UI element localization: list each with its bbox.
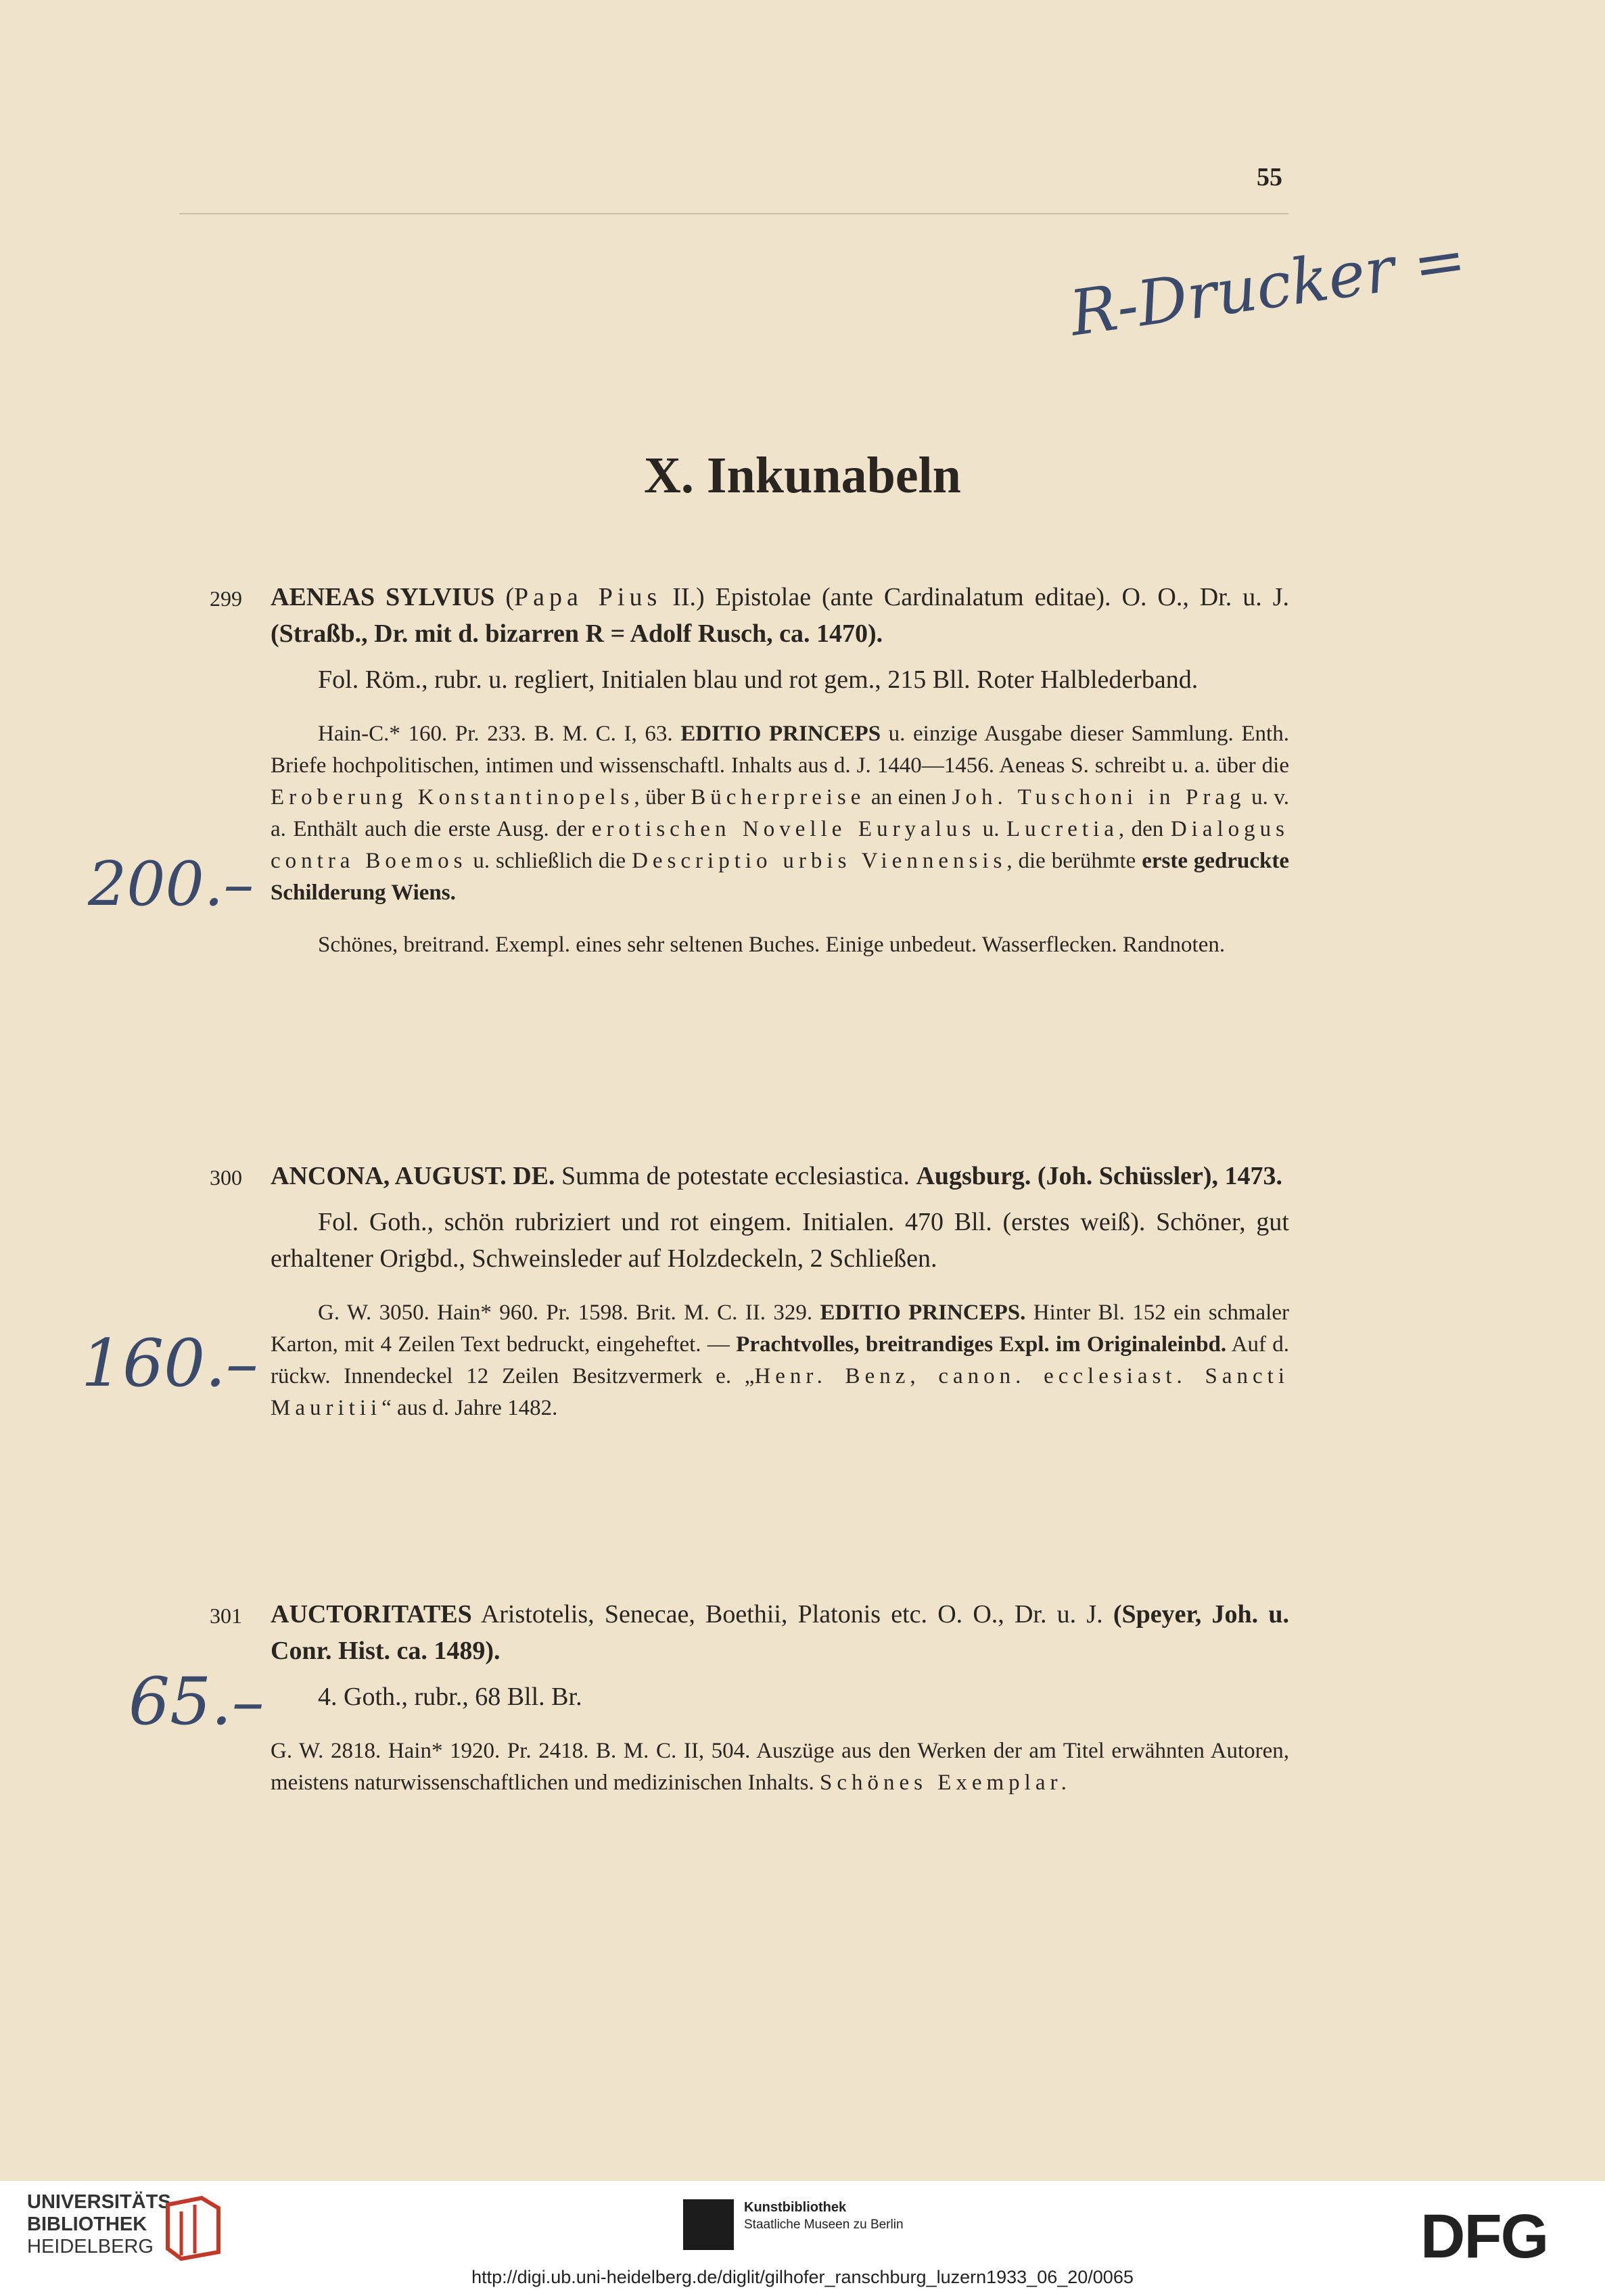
section-title: X. Inkunabeln: [644, 447, 961, 504]
dfg-logo[interactable]: DFG: [1420, 2202, 1548, 2271]
entry-note: Hain-C.* 160. Pr. 233. B. M. C. I, 63. EDITIO PRINCEPS u. einzige Ausgabe dieser Sammlung. Enth. Briefe hochpolitischen, intimen und wissenschaftl. Inhalts aus d. J. 1440—1456. Aeneas S. schreibt u. a. über die Eroberung Konstantinopels, über Bücherpreise an einen Joh. Tuschoni in Prag u. v. a. Enthält auch die erste Ausg. der erotischen Novelle Euryalus u. Lucretia, den Dialogus contra Boemos u. schließlich die Descriptio urbis Viennensis, die berühmte erste gedruckte Schilderung Wiens.: [271, 722, 1290, 905]
kunstbibliothek-text[interactable]: Kunstbibliothek Staatliche Museen zu Berlin: [744, 2200, 904, 2232]
catalog-entry-300: [210, 1158, 1290, 1424]
entry-description: Fol. Goth., schön rubriziert und rot eingem. Initialen. 470 Bll. (erstes weiß). Schöner, gut erhaltener Origbd., Schweinsleder auf Holzdeckeln, 2 Schließen.: [271, 1208, 1289, 1273]
handwritten-price-301: 65.–: [129, 1664, 264, 1739]
header-rule: [179, 213, 1288, 214]
kunstbibliothek-logo-icon: [683, 2199, 734, 2250]
handwritten-price-299: 200.–: [88, 849, 254, 920]
entry-heading: AUCTORITATES Aristotelis, Senecae, Boethii, Platonis etc. O. O., Dr. u. J. (Speyer, Joh. u. Conr. Hist. ca. 1489).: [271, 1600, 1289, 1665]
entry-number: 301: [210, 1603, 242, 1628]
entry-description: 4. Goth., rubr., 68 Bll. Br.: [318, 1683, 582, 1711]
source-url-link[interactable]: http://digi.ub.uni-heidelberg.de/diglit/gilhofer_ranschburg_luzern1933_06_20/0065: [471, 2267, 1134, 2287]
entry-condition: Schönes, breitrand. Exempl. eines sehr seltenen Buches. Einige unbedeut. Wasserflecken. Randnoten.: [318, 933, 1226, 957]
entry-heading: AENEAS SYLVIUS (Papa Pius II.) Epistolae (ante Cardinalatum editae). O. O., Dr. u. J. (Straßb., Dr. mit d. bizarren R = Adolf Rusch, ca. 1470).: [271, 583, 1289, 648]
entry-description: Fol. Röm., rubr. u. regliert, Initialen blau und rot gem., 215 Bll. Roter Halblederband.: [318, 665, 1199, 694]
handwritten-note-r-drucker: R-Drucker =: [1065, 222, 1470, 350]
catalog-entry-299: [210, 579, 1290, 961]
heidelberg-emblem-icon: [161, 2191, 225, 2262]
handwritten-price-300: 160.–: [81, 1326, 258, 1401]
entry-number: 300: [210, 1165, 242, 1190]
entry-heading: ANCONA, AUGUST. DE. Summa de potestate ecclesiastica. Augsburg. (Joh. Schüssler), 1473.: [271, 1162, 1283, 1190]
page-number: 55: [1257, 163, 1282, 191]
catalog-entry-301: [210, 1596, 1289, 1799]
entry-note: G. W. 3050. Hain* 960. Pr. 1598. Brit. M. C. II. 329. EDITIO PRINCEPS. Hinter Bl. 152 ein schmaler Karton, mit 4 Zeilen Text bedruckt, eingeheftet. — Prachtvolles, breitrandiges Expl. im Originaleinbd. Auf d. rückw. Innendeckel 12 Zeilen Besitzvermerk e. „Henr. Benz, canon. ecclesiast. Sancti Mauritii“ aus d. Jahre 1482.: [271, 1301, 1290, 1420]
entry-note: G. W. 2818. Hain* 1920. Pr. 2418. B. M. C. II, 504. Auszüge aus den Werken der am Titel erwähnten Autoren, meistens naturwissenschaftlichen und medizinischen Inhalts. Schönes Exemplar.: [271, 1739, 1289, 1795]
entry-number: 299: [210, 586, 242, 611]
heidelberg-library-logo[interactable]: UNIVERSITÄTS- BIBLIOTHEK HEIDELBERG: [27, 2191, 178, 2257]
